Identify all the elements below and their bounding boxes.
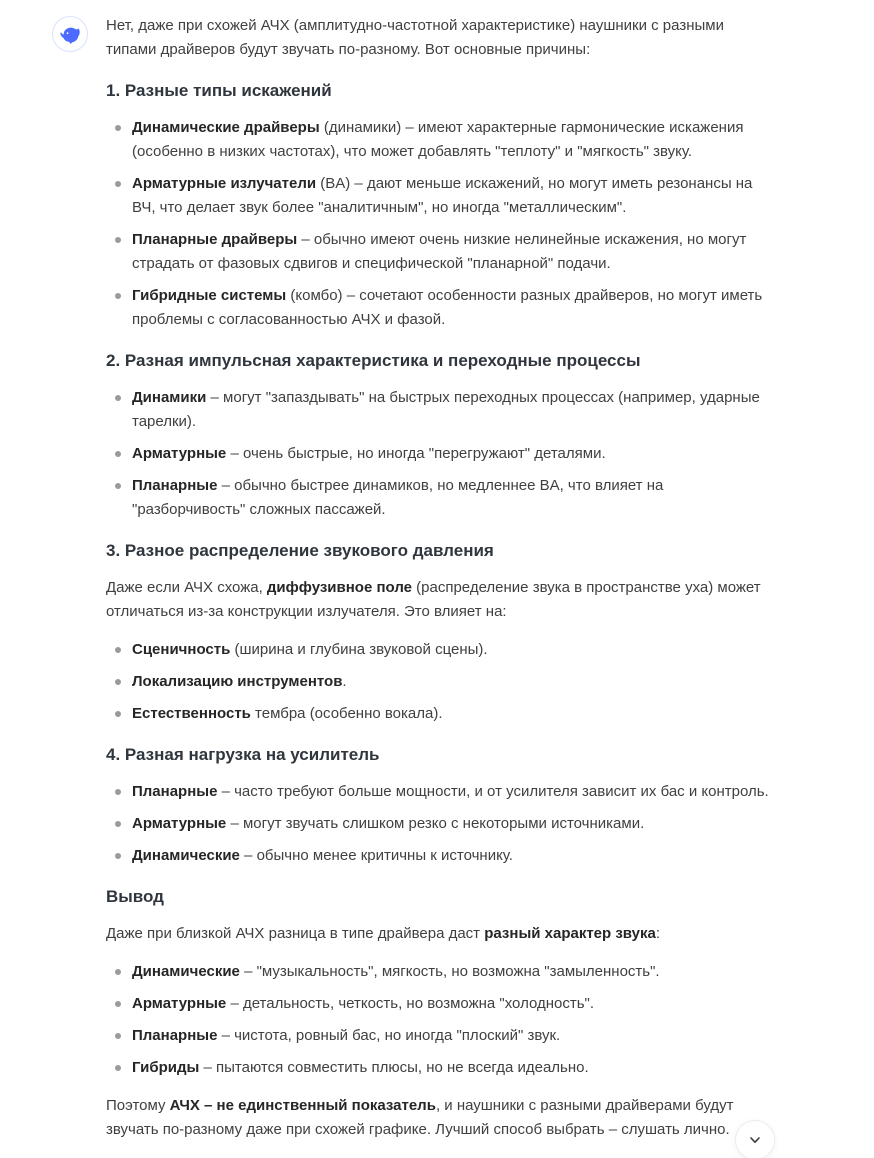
text-run: – могут "запаздывать" на быстрых переходных процессах (например, ударные тарелки). [132,389,760,430]
text-run: – могут звучать слишком резко с некоторыми источниками. [226,815,645,832]
deepseek-whale-icon [59,23,81,45]
list-item [106,844,778,868]
list-item [106,670,778,694]
bold-text: Локализацию инструментов [132,673,343,690]
text-run: (комбо) – сочетают особенности разных драйверов, но могут иметь проблемы с согласованностью АЧХ и фазой. [132,287,763,328]
bold-text: Арматурные излучатели [132,175,317,192]
list-item [106,1056,778,1080]
section-heading: 2. Разная импульсная характеристика и переходные процессы [106,351,641,370]
bold-text: АЧХ – не единственный показатель [169,1097,436,1114]
list-item [106,1024,778,1048]
list-item [106,172,778,220]
bold-text: Естественность [132,705,251,722]
bold-text: Планарные [132,783,218,800]
text-run: тембра (особенно вокала). [250,705,443,722]
scroll-to-bottom-button[interactable] [735,1120,775,1158]
text-run: Даже при близкой АЧХ разница в типе драйвера даст [106,925,485,942]
bullet-list [106,780,778,868]
message-content [106,14,778,1156]
bold-text: Планарные драйверы [132,231,298,248]
text-run: – "музыкальность", мягкость, но возможна "замыленность". [239,963,660,980]
bold-text: Динамические драйверы [132,119,320,136]
assistant-avatar [52,16,88,52]
text-run: . [342,673,347,690]
section-heading: 1. Разные типы искажений [106,81,332,100]
list-item [106,638,778,662]
section-heading: Вывод [106,887,164,906]
text-run: (ширина и глубина звуковой сцены). [230,641,488,658]
text-run: – обычно имеют очень низкие нелинейные искажения, но могут страдать от фазовых сдвигов и специфической "планарной" подачи. [132,231,747,272]
list-item [106,386,778,434]
list-item [106,474,778,522]
bold-text: разный характер звука [484,925,656,942]
text-run: – часто требуют больше мощности, и от усилителя зависит их бас и контроль. [217,783,769,800]
text-run: Даже если АЧХ схожа, [106,579,267,596]
section-heading: 4. Разная нагрузка на усилитель [106,745,380,764]
bold-text: Динамические [132,963,240,980]
bold-text: Арматурные [132,995,227,1012]
text-run: , и наушники с разными драйверами будут звучать по-разному даже при схожей графике. Лучший способ выбрать – слушать лично. [106,1097,734,1138]
text-run: – пытаются совместить плюсы, но не всегда идеально. [199,1059,589,1076]
bold-text: диффузивное поле [266,579,412,596]
bold-text: Сценичность [132,641,231,658]
list-item [106,702,778,726]
chevron-down-icon [747,1132,763,1148]
text-run: – чистота, ровный бас, но иногда "плоский" звук. [217,1027,561,1044]
bullet-list [106,116,778,332]
bullet-list [106,960,778,1080]
text-run: – очень быстрые, но иногда "перегружают" деталями. [226,445,606,462]
text-run: (распределение звука в пространстве уха) может отличаться из-за конструкции излучателя. Это влияет на: [106,579,761,620]
bold-text: Планарные [132,477,218,494]
bullet-list [106,638,778,726]
list-item [106,780,778,804]
text-run: – обычно быстрее динамиков, но медленнее BA, что влияет на "разборчивость" сложных пассажей. [132,477,664,518]
bullet-list [106,386,778,522]
list-item [106,228,778,276]
text-run: – обычно менее критичны к источнику. [239,847,513,864]
list-item [106,116,778,164]
paragraph [106,1094,778,1142]
text-run: : [655,925,661,942]
paragraph [106,14,778,62]
list-item [106,442,778,466]
bold-text: Арматурные [132,445,227,462]
bold-text: Планарные [132,1027,218,1044]
list-item [106,960,778,984]
section-heading: 3. Разное распределение звукового давления [106,541,494,560]
text-run: (динамики) – имеют характерные гармонические искажения (особенно в низких частотах), что может добавлять "теплоту" и "мягкость" звуку. [132,119,744,160]
text-run: (BA) – дают меньше искажений, но могут иметь резонансы на ВЧ, что делает звук более "аналитичным", но иногда "металлическим". [132,175,753,216]
bold-text: Гибриды [132,1059,200,1076]
bold-text: Гибридные системы [132,287,287,304]
text-run: Нет, даже при схожей АЧХ (амплитудно-частотной характеристике) наушники с разными типами драйверов будут звучать по-разному. Вот основные причины: [106,17,724,58]
paragraph [106,576,778,624]
bold-text: Арматурные [132,815,227,832]
text-run: – детальность, четкость, но возможна "холодность". [226,995,595,1012]
list-item [106,284,778,332]
paragraph [106,922,778,946]
list-item [106,812,778,836]
text-run: Поэтому [106,1097,170,1114]
list-item [106,992,778,1016]
bold-text: Динамики [132,389,207,406]
bold-text: Динамические [132,847,240,864]
